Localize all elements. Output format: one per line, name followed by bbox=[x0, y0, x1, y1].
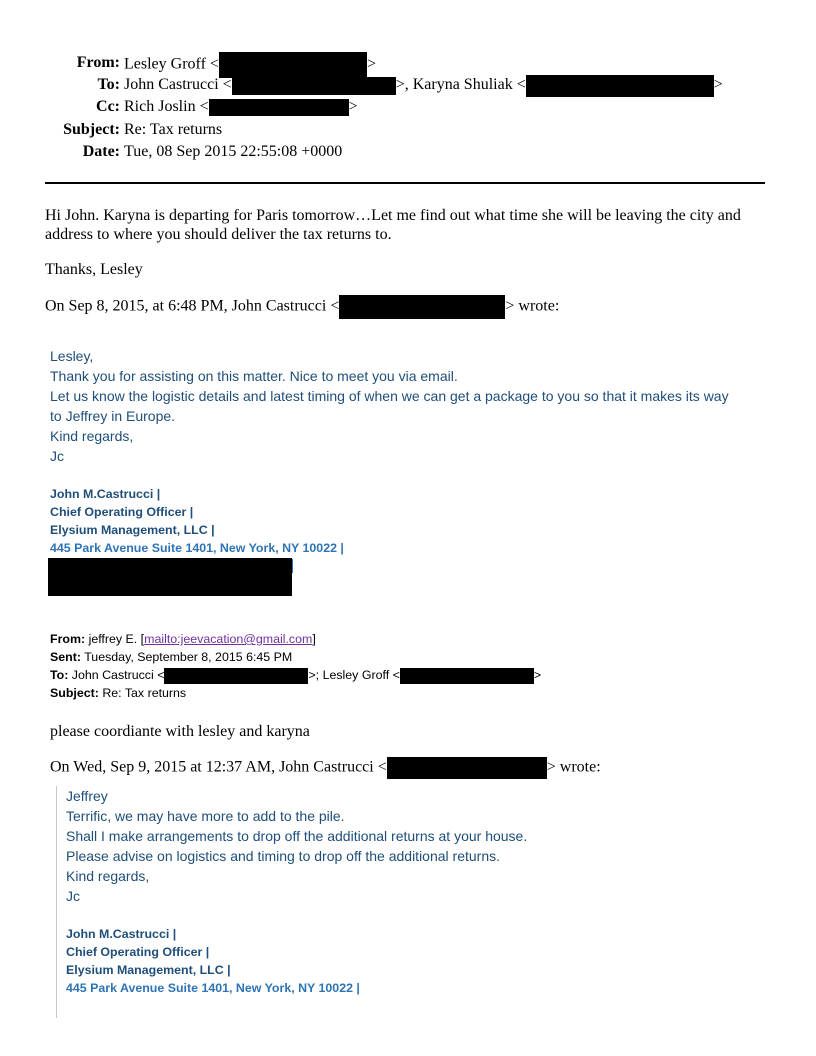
signature-2 bbox=[66, 925, 360, 997]
sig-address: 445 Park Avenue Suite 1401, New York, NY 10022 | bbox=[50, 541, 344, 555]
header-cc-row: Cc: Rich Joslin < > bbox=[0, 96, 816, 118]
to-name-1: John Castrucci bbox=[124, 76, 219, 94]
header-date-row bbox=[0, 141, 816, 163]
attribution-prefix: On Wed, Sep 9, 2015 at 12:37 AM, John Castrucci bbox=[50, 758, 374, 776]
reply-line: address to where you should deliver the tax returns to. bbox=[45, 226, 392, 243]
quote-line: Let us know the logistic details and latest timing of when we can get a package to you so that it makes its way bbox=[50, 388, 729, 404]
quote-bar bbox=[56, 786, 57, 1018]
sig-title: Chief Operating Officer | bbox=[66, 945, 210, 959]
fwd-sent-row bbox=[50, 648, 541, 666]
fwd-subject-value: Re: Tax returns bbox=[102, 686, 187, 700]
subject-label: Subject: bbox=[63, 120, 120, 138]
from-label: From: bbox=[76, 54, 120, 71]
redacted-email bbox=[400, 668, 534, 684]
signature-1 bbox=[50, 485, 344, 557]
quote-line: Jc bbox=[50, 448, 64, 464]
email-header bbox=[0, 52, 816, 163]
redacted-email bbox=[526, 75, 714, 97]
subject-value: Re: Tax returns bbox=[124, 120, 223, 138]
attribution-suffix: wrote: bbox=[518, 297, 560, 315]
attribution-suffix: wrote: bbox=[559, 758, 601, 776]
quote-line: Jc bbox=[66, 888, 80, 904]
fwd-subject-row bbox=[50, 684, 541, 702]
cc-label: Cc: bbox=[96, 98, 120, 116]
sig-title: Chief Operating Officer | bbox=[50, 505, 194, 519]
to-label: To: bbox=[97, 76, 120, 94]
header-subject-row bbox=[0, 119, 816, 141]
header-to-row: To: John Castrucci < >, Karyna Shuliak < > bbox=[0, 74, 816, 96]
sig-company: Elysium Management, LLC | bbox=[66, 963, 231, 977]
redacted-email bbox=[164, 668, 308, 684]
fwd-from-link[interactable]: mailto:jeevacation@gmail.com bbox=[144, 632, 313, 646]
reply-attribution: On Sep 8, 2015, at 6:48 PM, John Castrucci < > wrote: bbox=[45, 295, 559, 319]
sig-name: John M.Castrucci | bbox=[50, 487, 161, 501]
reply-thanks: Thanks, Lesley bbox=[45, 261, 143, 278]
fwd-sent-label: Sent: bbox=[50, 650, 81, 664]
header-divider bbox=[45, 182, 765, 184]
quoted-message-2 bbox=[66, 786, 527, 906]
fwd-subject-label: Subject: bbox=[50, 686, 99, 700]
reply-line: Hi John. Karyna is departing for Paris tomorrow…Let me find out what time she will be leaving the city and bbox=[45, 207, 741, 224]
redacted-email bbox=[232, 77, 396, 95]
quote-line: Kind regards, bbox=[66, 868, 150, 884]
quote-line: Please advise on logistics and timing to drop off the additional returns. bbox=[66, 848, 500, 864]
quote-line: Lesley, bbox=[50, 348, 94, 364]
fwd-to-value-2: Lesley Groff bbox=[322, 668, 390, 682]
quoted-message-1 bbox=[50, 346, 729, 466]
attribution-prefix: On Sep 8, 2015, at 6:48 PM, John Castrucci bbox=[45, 297, 327, 315]
sig-address: 445 Park Avenue Suite 1401, New York, NY 10022 | bbox=[66, 981, 360, 995]
reply-body bbox=[45, 206, 775, 244]
date-label: Date: bbox=[82, 142, 120, 160]
from-name: Lesley Groff bbox=[124, 55, 206, 73]
quote-line: Shall I make arrangements to drop off the additional returns at your house. bbox=[66, 828, 528, 844]
sig-company: Elysium Management, LLC | bbox=[50, 523, 215, 537]
fwd-sent-value: Tuesday, September 8, 2015 6:45 PM bbox=[84, 650, 293, 664]
fwd-from-label: From: bbox=[50, 632, 86, 646]
redacted-email bbox=[209, 99, 349, 116]
fwd-body: please coordiante with lesley and karyna bbox=[50, 723, 310, 740]
quote-line: Terrific, we may have more to add to the pile. bbox=[66, 808, 345, 824]
redacted-email bbox=[387, 757, 547, 779]
fwd-from-value: jeffrey E. bbox=[88, 632, 138, 646]
quote-line: to Jeffrey in Europe. bbox=[50, 408, 176, 424]
quote-line: Jeffrey bbox=[66, 788, 108, 804]
redacted-signature-block bbox=[48, 558, 292, 596]
to-name-2: Karyna Shuliak bbox=[412, 76, 513, 94]
sig-name: John M.Castrucci | bbox=[66, 927, 177, 941]
fwd-to-value-1: John Castrucci bbox=[71, 668, 154, 682]
redacted-email bbox=[339, 295, 505, 319]
sig-separator bbox=[292, 559, 293, 573]
fwd-to-row: To: John Castrucci < >; Lesley Groff < > bbox=[50, 668, 542, 682]
fwd-attribution: On Wed, Sep 9, 2015 at 12:37 AM, John Castrucci < > wrote: bbox=[50, 757, 601, 779]
header-from-row: From: Lesley Groff < > bbox=[0, 52, 816, 74]
forwarded-header bbox=[50, 630, 541, 702]
fwd-to-label: To: bbox=[50, 668, 69, 682]
fwd-from-row: From: jeffrey E. [mailto:jeevacation@gmail.com] bbox=[50, 632, 316, 646]
quote-line: Kind regards, bbox=[50, 428, 134, 444]
quote-line: Thank you for assisting on this matter. Nice to meet you via email. bbox=[50, 368, 458, 384]
date-value: Tue, 08 Sep 2015 22:55:08 +0000 bbox=[124, 142, 343, 160]
cc-name: Rich Joslin bbox=[124, 98, 196, 116]
